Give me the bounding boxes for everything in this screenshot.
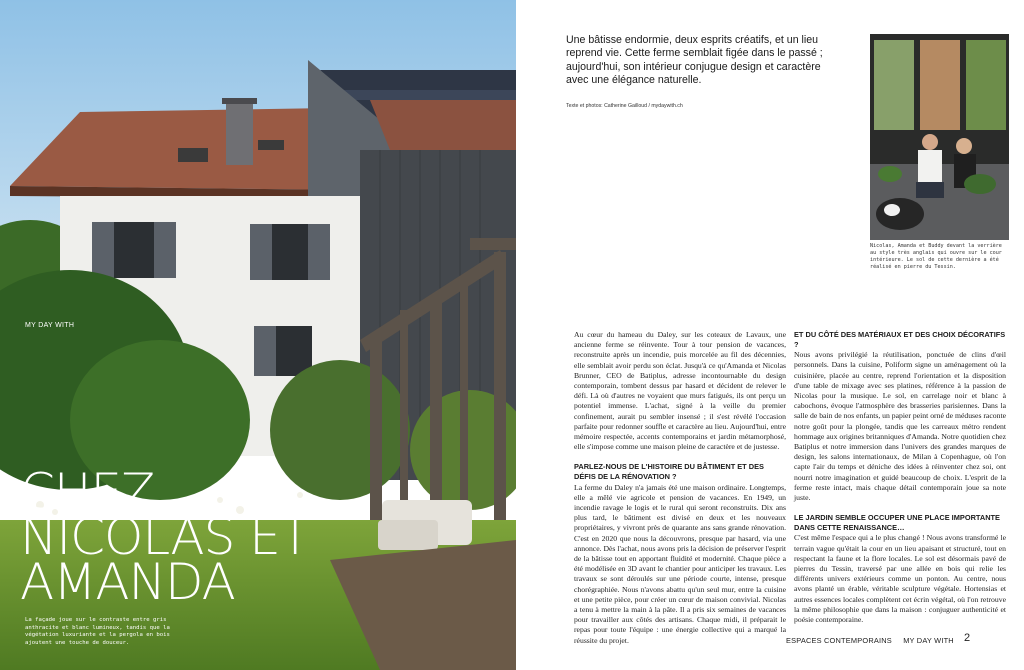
- portrait-image: [870, 34, 1009, 240]
- photo-caption: La façade joue sur le contraste entre gris anthracite et blanc lumineux, tandis que la végétation luxuriante et la pergola en bois ajoutent une touche de douceur.: [25, 617, 170, 646]
- text-column-2: [794, 330, 1006, 635]
- body-paragraph: Au cœur du hameau du Daley, sur les coteaux de Lavaux, une ancienne ferme se réinvente. Tour à tour pension de vacances, reconstruite après un incendie, puis morcelée au fil des décennies, elle semblait avoir perdu son éclat. Jusqu'à ce qu'Amanda et Nicolas Brunner, CEO de Batiplus, adresse incontournable du design contemporain, tombent dessus par hasard et décident de relever le défi. Là où d'autres ne voyaient que murs fatigués, ils ont perçu un potentiel immense. L'achat, signé à la veille du premier confinement, aurait pu sembler insensé ; il s'est révélé l'occasion parfaite pour redonner souffle et caractère au lieu. Aujourd'hui, entre mémoire respectée, accents contemporains et jardin métamorphosé, elle s'impose comme une maison pleine de caractère et de justesse.: [574, 330, 786, 452]
- footer-section: MY DAY WITH: [903, 636, 954, 645]
- body-paragraph: C'est même l'espace qui a le plus changé ! Nous avons transformé le terrain vague qu'était la cour en un lieu apaisant et structuré, tout en respectant la faune et la flore locales. Le sol est désormais pavé de pierres du Tessin, traversé par une allée en bois qui relie les différents univers extérieurs comme un ponton. Au centre, nous avons planté un érable, véritable sculpture végétale. Hortensias et autres essences locales complètent cet écrin végétal, où l'on retrouve la même philosophie que dans la maison : conjuguer authenticité et poésie contemporaine.: [794, 533, 1006, 625]
- right-page: [516, 0, 1024, 670]
- credits: Texte et photos: Catherine Gailloud / mydaywith.ch: [566, 103, 683, 109]
- page-footer: [786, 636, 963, 645]
- body-paragraph: La ferme du Daley n'a jamais été une maison ordinaire. Longtemps, elle a mêlé vie agricole et pension de vacances. En 1949, un incendie ravage le logis et le rural qui seront reconstruits. Dix ans plus tard, le bâtiment est divisé en deux et les nouveaux propriétaires, y vivront près de quarante ans sans grande rénovation. C'est en 2020 que nous la découvrons, presque par hasard, via une annonce. Dès l'achat, nous avons pris la décision de préserver l'esprit de la bâtisse tout en apportant fluidité et modernité. Chaque pièce a été modélisée en 3D avant le chantier pour anticiper les travaux. Les travaux se sont déroulés sur une période courte, intense, presque chorégraphiée. Nous n'avons abattu qu'un seul mur, entre la cuisine et une petite pièce, pour créer un cœur de maison convivial. Nicolas a tenu à mettre la main à la pâte. Il a pris six semaines de vacances pour travailler aux côtés des artisans. Chaque midi, il préparait le repas pour toute l'équipe : une énergie collective qui a marqué la réussite du projet.: [574, 482, 786, 645]
- intro-paragraph: Une bâtisse endormie, deux esprits créatifs, et un lieu reprend vie. Cette ferme semblait figée dans le passé ; aujourd'hui, son intérieur conjugue design et caractère avec une élégance naturelle.: [566, 34, 823, 86]
- article-title: [20, 463, 500, 611]
- question-heading: ET DU CÔTÉ DES MATÉRIAUX ET DES CHOIX DÉCORATIFS ?: [794, 330, 1006, 349]
- portrait-photo: [870, 34, 1009, 240]
- title-line: CHEZ: [20, 463, 155, 521]
- section-label: MY DAY WITH: [25, 322, 75, 329]
- question-heading: LE JARDIN SEMBLE OCCUPER UNE PLACE IMPORTANTE DANS CETTE RENAISSANCE…: [794, 513, 1000, 532]
- page-number: 2: [964, 632, 971, 644]
- title-line: AMANDA: [20, 553, 235, 611]
- text-column-1: [574, 330, 786, 656]
- question-heading: PARLEZ-NOUS DE L'HISTOIRE DU BÂTIMENT ET DES DÉFIS DE LA RÉNOVATION ?: [574, 462, 764, 482]
- footer-magazine: ESPACES CONTEMPORAINS: [786, 636, 892, 645]
- portrait-caption: Nicolas, Amanda et Buddy devant la verrière au style très anglais qui ouvre sur le cour intérieure. Le sol de cette dernière a été réalisé en pierre du Tessin.: [870, 243, 1002, 270]
- title-line: NICOLAS ET: [20, 508, 310, 566]
- body-paragraph: Nous avons privilégié la réutilisation, ponctuée de clins d'œil personnels. Dans la cuisine, Poliform signe un aménagement où la cuisinière, placée au centre, reprend l'orientation et la disposition d'une table de mixage avec ses platines, référence à la passion de Nicolas pour la musique. Le sol, en carrelage noir et blanc à cabochons, évoque l'atmosphère des brasseries parisiennes. Dans la salle de bain de nos enfants, un papier peint orné de méduses raconte notre goût pour la plongée, tandis que les carreaux métro rendent hommage aux origines britanniques d'Amanda. Notre quotidien chez Batiplus et notre immersion dans l'univers des grandes marques de design, les salons internationaux, de Milan à Copenhague, où l'on capte l'air du temps et déniche des idées à réinventer chez soi, ont nourri notre imagination et guidé beaucoup de choix. L'esprit de la ferme reste intact, mais chaque détail contemporain joue sa note juste.: [794, 350, 1006, 503]
